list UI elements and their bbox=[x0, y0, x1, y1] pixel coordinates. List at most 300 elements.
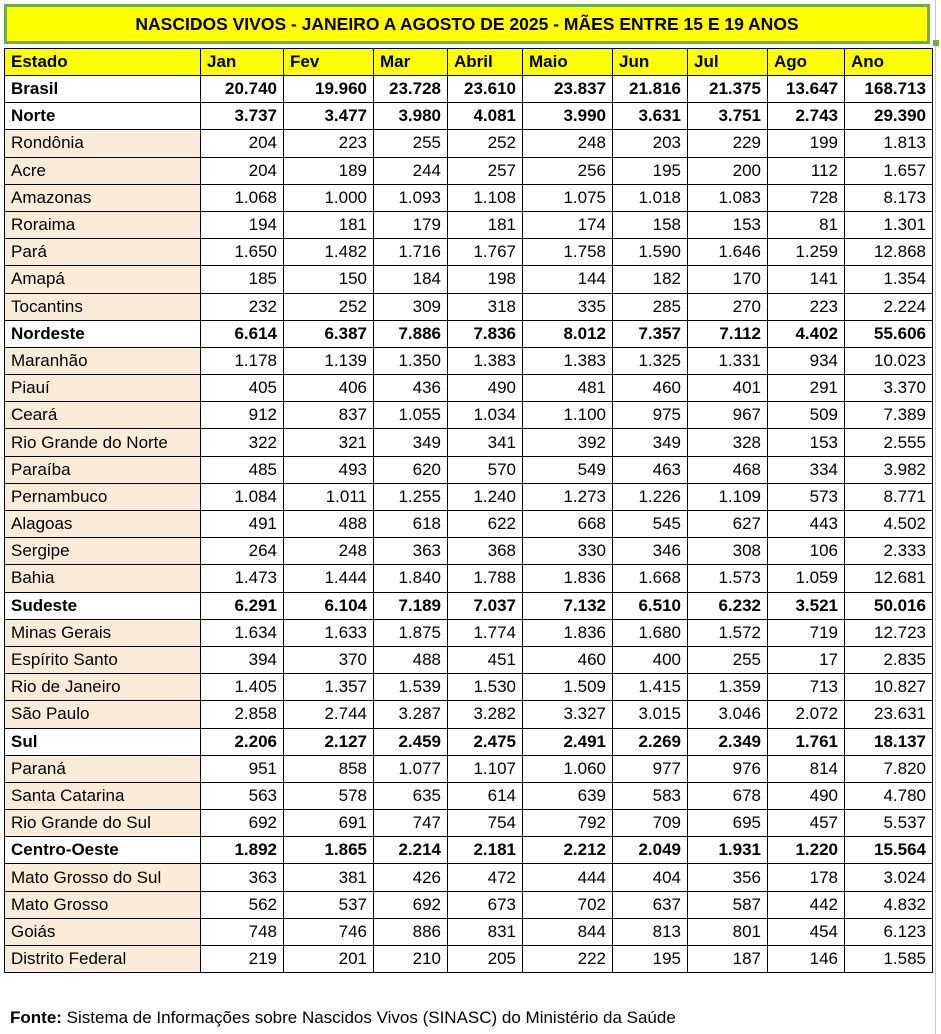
value-cell[interactable]: 678 bbox=[688, 782, 768, 809]
value-cell[interactable]: 6.123 bbox=[845, 918, 933, 945]
value-cell[interactable]: 2.049 bbox=[613, 837, 688, 864]
value-cell[interactable]: 1.590 bbox=[613, 239, 688, 266]
value-cell[interactable]: 2.212 bbox=[523, 837, 613, 864]
value-cell[interactable]: 12.868 bbox=[845, 239, 933, 266]
state-name-cell[interactable]: Maranhão bbox=[5, 347, 201, 374]
value-cell[interactable]: 4.502 bbox=[845, 511, 933, 538]
value-cell[interactable]: 4.832 bbox=[845, 891, 933, 918]
value-cell[interactable]: 1.018 bbox=[613, 184, 688, 211]
value-cell[interactable]: 6.291 bbox=[201, 592, 284, 619]
value-cell[interactable]: 270 bbox=[688, 293, 768, 320]
value-cell[interactable]: 10.023 bbox=[845, 347, 933, 374]
value-cell[interactable]: 12.681 bbox=[845, 565, 933, 592]
column-header[interactable]: Jan bbox=[201, 49, 284, 76]
value-cell[interactable]: 976 bbox=[688, 755, 768, 782]
value-cell[interactable]: 570 bbox=[448, 456, 523, 483]
state-name-cell[interactable]: Paraná bbox=[5, 755, 201, 782]
column-header[interactable]: Mar bbox=[374, 49, 448, 76]
state-name-cell[interactable]: Rio de Janeiro bbox=[5, 674, 201, 701]
state-name-cell[interactable]: Sul bbox=[5, 728, 201, 755]
value-cell[interactable]: 7.886 bbox=[374, 320, 448, 347]
value-cell[interactable]: 232 bbox=[201, 293, 284, 320]
value-cell[interactable]: 1.573 bbox=[688, 565, 768, 592]
value-cell[interactable]: 15.564 bbox=[845, 837, 933, 864]
value-cell[interactable]: 2.835 bbox=[845, 646, 933, 673]
state-name-cell[interactable]: Pernambuco bbox=[5, 483, 201, 510]
value-cell[interactable]: 381 bbox=[284, 864, 374, 891]
value-cell[interactable]: 363 bbox=[374, 538, 448, 565]
value-cell[interactable]: 1.034 bbox=[448, 402, 523, 429]
value-cell[interactable]: 1.892 bbox=[201, 837, 284, 864]
value-cell[interactable]: 12.723 bbox=[845, 619, 933, 646]
value-cell[interactable]: 1.226 bbox=[613, 483, 688, 510]
value-cell[interactable]: 1.359 bbox=[688, 674, 768, 701]
value-cell[interactable]: 1.774 bbox=[448, 619, 523, 646]
value-cell[interactable]: 1.059 bbox=[768, 565, 845, 592]
value-cell[interactable]: 463 bbox=[613, 456, 688, 483]
value-cell[interactable]: 748 bbox=[201, 918, 284, 945]
value-cell[interactable]: 1.093 bbox=[374, 184, 448, 211]
value-cell[interactable]: 7.357 bbox=[613, 320, 688, 347]
value-cell[interactable]: 8.012 bbox=[523, 320, 613, 347]
value-cell[interactable]: 2.181 bbox=[448, 837, 523, 864]
selection-handle[interactable] bbox=[933, 40, 939, 46]
value-cell[interactable]: 210 bbox=[374, 946, 448, 973]
value-cell[interactable]: 195 bbox=[613, 157, 688, 184]
value-cell[interactable]: 248 bbox=[284, 538, 374, 565]
value-cell[interactable]: 747 bbox=[374, 810, 448, 837]
value-cell[interactable]: 23.631 bbox=[845, 701, 933, 728]
value-cell[interactable]: 977 bbox=[613, 755, 688, 782]
value-cell[interactable]: 3.477 bbox=[284, 103, 374, 130]
value-cell[interactable]: 967 bbox=[688, 402, 768, 429]
state-name-cell[interactable]: Mato Grosso bbox=[5, 891, 201, 918]
value-cell[interactable]: 460 bbox=[613, 375, 688, 402]
value-cell[interactable]: 349 bbox=[613, 429, 688, 456]
value-cell[interactable]: 2.214 bbox=[374, 837, 448, 864]
value-cell[interactable]: 2.206 bbox=[201, 728, 284, 755]
value-cell[interactable]: 244 bbox=[374, 157, 448, 184]
state-name-cell[interactable]: Distrito Federal bbox=[5, 946, 201, 973]
value-cell[interactable]: 831 bbox=[448, 918, 523, 945]
value-cell[interactable]: 549 bbox=[523, 456, 613, 483]
value-cell[interactable]: 2.459 bbox=[374, 728, 448, 755]
value-cell[interactable]: 3.990 bbox=[523, 103, 613, 130]
value-cell[interactable]: 622 bbox=[448, 511, 523, 538]
value-cell[interactable]: 112 bbox=[768, 157, 845, 184]
value-cell[interactable]: 13.647 bbox=[768, 76, 845, 103]
value-cell[interactable]: 692 bbox=[374, 891, 448, 918]
value-cell[interactable]: 472 bbox=[448, 864, 523, 891]
value-cell[interactable]: 1.075 bbox=[523, 184, 613, 211]
value-cell[interactable]: 1.108 bbox=[448, 184, 523, 211]
value-cell[interactable]: 205 bbox=[448, 946, 523, 973]
value-cell[interactable]: 975 bbox=[613, 402, 688, 429]
value-cell[interactable]: 1.273 bbox=[523, 483, 613, 510]
value-cell[interactable]: 1.000 bbox=[284, 184, 374, 211]
value-cell[interactable]: 426 bbox=[374, 864, 448, 891]
value-cell[interactable]: 3.631 bbox=[613, 103, 688, 130]
value-cell[interactable]: 627 bbox=[688, 511, 768, 538]
value-cell[interactable]: 7.389 bbox=[845, 402, 933, 429]
value-cell[interactable]: 587 bbox=[688, 891, 768, 918]
value-cell[interactable]: 181 bbox=[284, 211, 374, 238]
value-cell[interactable]: 7.037 bbox=[448, 592, 523, 619]
value-cell[interactable]: 702 bbox=[523, 891, 613, 918]
value-cell[interactable]: 394 bbox=[201, 646, 284, 673]
value-cell[interactable]: 256 bbox=[523, 157, 613, 184]
value-cell[interactable]: 1.083 bbox=[688, 184, 768, 211]
value-cell[interactable]: 392 bbox=[523, 429, 613, 456]
value-cell[interactable]: 144 bbox=[523, 266, 613, 293]
value-cell[interactable]: 187 bbox=[688, 946, 768, 973]
value-cell[interactable]: 6.232 bbox=[688, 592, 768, 619]
value-cell[interactable]: 814 bbox=[768, 755, 845, 782]
value-cell[interactable]: 223 bbox=[284, 130, 374, 157]
value-cell[interactable]: 837 bbox=[284, 402, 374, 429]
column-header[interactable]: Abril bbox=[448, 49, 523, 76]
value-cell[interactable]: 2.224 bbox=[845, 293, 933, 320]
value-cell[interactable]: 252 bbox=[448, 130, 523, 157]
value-cell[interactable]: 29.390 bbox=[845, 103, 933, 130]
value-cell[interactable]: 174 bbox=[523, 211, 613, 238]
value-cell[interactable]: 1.259 bbox=[768, 239, 845, 266]
value-cell[interactable]: 2.349 bbox=[688, 728, 768, 755]
value-cell[interactable]: 309 bbox=[374, 293, 448, 320]
state-name-cell[interactable]: Bahia bbox=[5, 565, 201, 592]
value-cell[interactable]: 170 bbox=[688, 266, 768, 293]
state-name-cell[interactable]: Rio Grande do Sul bbox=[5, 810, 201, 837]
value-cell[interactable]: 1.354 bbox=[845, 266, 933, 293]
value-cell[interactable]: 951 bbox=[201, 755, 284, 782]
value-cell[interactable]: 3.327 bbox=[523, 701, 613, 728]
state-name-cell[interactable]: Ceará bbox=[5, 402, 201, 429]
value-cell[interactable]: 255 bbox=[688, 646, 768, 673]
value-cell[interactable]: 285 bbox=[613, 293, 688, 320]
column-header[interactable]: Maio bbox=[523, 49, 613, 76]
value-cell[interactable]: 1.482 bbox=[284, 239, 374, 266]
value-cell[interactable]: 7.112 bbox=[688, 320, 768, 347]
value-cell[interactable]: 1.836 bbox=[523, 619, 613, 646]
value-cell[interactable]: 1.011 bbox=[284, 483, 374, 510]
value-cell[interactable]: 23.610 bbox=[448, 76, 523, 103]
value-cell[interactable]: 618 bbox=[374, 511, 448, 538]
value-cell[interactable]: 19.960 bbox=[284, 76, 374, 103]
value-cell[interactable]: 106 bbox=[768, 538, 845, 565]
value-cell[interactable]: 291 bbox=[768, 375, 845, 402]
value-cell[interactable]: 1.646 bbox=[688, 239, 768, 266]
value-cell[interactable]: 2.858 bbox=[201, 701, 284, 728]
value-cell[interactable]: 1.383 bbox=[523, 347, 613, 374]
value-cell[interactable]: 2.072 bbox=[768, 701, 845, 728]
value-cell[interactable]: 451 bbox=[448, 646, 523, 673]
value-cell[interactable]: 1.633 bbox=[284, 619, 374, 646]
value-cell[interactable]: 1.405 bbox=[201, 674, 284, 701]
value-cell[interactable]: 934 bbox=[768, 347, 845, 374]
value-cell[interactable]: 3.737 bbox=[201, 103, 284, 130]
value-cell[interactable]: 844 bbox=[523, 918, 613, 945]
state-name-cell[interactable]: Espírito Santo bbox=[5, 646, 201, 673]
value-cell[interactable]: 563 bbox=[201, 782, 284, 809]
value-cell[interactable]: 346 bbox=[613, 538, 688, 565]
value-cell[interactable]: 1.068 bbox=[201, 184, 284, 211]
state-name-cell[interactable]: Norte bbox=[5, 103, 201, 130]
state-name-cell[interactable]: Santa Catarina bbox=[5, 782, 201, 809]
value-cell[interactable]: 201 bbox=[284, 946, 374, 973]
value-cell[interactable]: 1.107 bbox=[448, 755, 523, 782]
value-cell[interactable]: 356 bbox=[688, 864, 768, 891]
value-cell[interactable]: 639 bbox=[523, 782, 613, 809]
value-cell[interactable]: 349 bbox=[374, 429, 448, 456]
value-cell[interactable]: 308 bbox=[688, 538, 768, 565]
value-cell[interactable]: 200 bbox=[688, 157, 768, 184]
value-cell[interactable]: 485 bbox=[201, 456, 284, 483]
value-cell[interactable]: 204 bbox=[201, 130, 284, 157]
value-cell[interactable]: 153 bbox=[688, 211, 768, 238]
value-cell[interactable]: 184 bbox=[374, 266, 448, 293]
state-name-cell[interactable]: Rondônia bbox=[5, 130, 201, 157]
value-cell[interactable]: 583 bbox=[613, 782, 688, 809]
value-cell[interactable]: 2.744 bbox=[284, 701, 374, 728]
value-cell[interactable]: 252 bbox=[284, 293, 374, 320]
value-cell[interactable]: 691 bbox=[284, 810, 374, 837]
value-cell[interactable]: 1.657 bbox=[845, 157, 933, 184]
column-header[interactable]: Fev bbox=[284, 49, 374, 76]
state-name-cell[interactable]: Minas Gerais bbox=[5, 619, 201, 646]
value-cell[interactable]: 1.077 bbox=[374, 755, 448, 782]
value-cell[interactable]: 4.081 bbox=[448, 103, 523, 130]
column-header[interactable]: Jun bbox=[613, 49, 688, 76]
value-cell[interactable]: 181 bbox=[448, 211, 523, 238]
value-cell[interactable]: 454 bbox=[768, 918, 845, 945]
value-cell[interactable]: 194 bbox=[201, 211, 284, 238]
value-cell[interactable]: 2.491 bbox=[523, 728, 613, 755]
value-cell[interactable]: 460 bbox=[523, 646, 613, 673]
value-cell[interactable]: 792 bbox=[523, 810, 613, 837]
value-cell[interactable]: 2.127 bbox=[284, 728, 374, 755]
value-cell[interactable]: 20.740 bbox=[201, 76, 284, 103]
value-cell[interactable]: 728 bbox=[768, 184, 845, 211]
value-cell[interactable]: 493 bbox=[284, 456, 374, 483]
value-cell[interactable]: 8.771 bbox=[845, 483, 933, 510]
value-cell[interactable]: 223 bbox=[768, 293, 845, 320]
value-cell[interactable]: 1.139 bbox=[284, 347, 374, 374]
value-cell[interactable]: 912 bbox=[201, 402, 284, 429]
value-cell[interactable]: 491 bbox=[201, 511, 284, 538]
value-cell[interactable]: 2.475 bbox=[448, 728, 523, 755]
value-cell[interactable]: 18.137 bbox=[845, 728, 933, 755]
value-cell[interactable]: 2.555 bbox=[845, 429, 933, 456]
value-cell[interactable]: 3.980 bbox=[374, 103, 448, 130]
value-cell[interactable]: 330 bbox=[523, 538, 613, 565]
value-cell[interactable]: 1.758 bbox=[523, 239, 613, 266]
state-name-cell[interactable]: Nordeste bbox=[5, 320, 201, 347]
value-cell[interactable]: 5.537 bbox=[845, 810, 933, 837]
title-cell[interactable] bbox=[4, 4, 930, 44]
state-name-cell[interactable]: Brasil bbox=[5, 76, 201, 103]
value-cell[interactable]: 3.046 bbox=[688, 701, 768, 728]
value-cell[interactable]: 1.634 bbox=[201, 619, 284, 646]
value-cell[interactable]: 490 bbox=[448, 375, 523, 402]
value-cell[interactable]: 321 bbox=[284, 429, 374, 456]
state-name-cell[interactable]: Roraima bbox=[5, 211, 201, 238]
value-cell[interactable]: 17 bbox=[768, 646, 845, 673]
value-cell[interactable]: 1.055 bbox=[374, 402, 448, 429]
value-cell[interactable]: 442 bbox=[768, 891, 845, 918]
value-cell[interactable]: 55.606 bbox=[845, 320, 933, 347]
value-cell[interactable]: 204 bbox=[201, 157, 284, 184]
value-cell[interactable]: 2.333 bbox=[845, 538, 933, 565]
value-cell[interactable]: 203 bbox=[613, 130, 688, 157]
value-cell[interactable]: 481 bbox=[523, 375, 613, 402]
value-cell[interactable]: 468 bbox=[688, 456, 768, 483]
value-cell[interactable]: 405 bbox=[201, 375, 284, 402]
value-cell[interactable]: 3.521 bbox=[768, 592, 845, 619]
state-name-cell[interactable]: Paraíba bbox=[5, 456, 201, 483]
value-cell[interactable]: 219 bbox=[201, 946, 284, 973]
value-cell[interactable]: 637 bbox=[613, 891, 688, 918]
value-cell[interactable]: 1.509 bbox=[523, 674, 613, 701]
value-cell[interactable]: 7.189 bbox=[374, 592, 448, 619]
column-header[interactable]: Ago bbox=[768, 49, 845, 76]
value-cell[interactable]: 21.816 bbox=[613, 76, 688, 103]
value-cell[interactable]: 1.840 bbox=[374, 565, 448, 592]
value-cell[interactable]: 719 bbox=[768, 619, 845, 646]
value-cell[interactable]: 335 bbox=[523, 293, 613, 320]
value-cell[interactable]: 490 bbox=[768, 782, 845, 809]
value-cell[interactable]: 1.109 bbox=[688, 483, 768, 510]
value-cell[interactable]: 444 bbox=[523, 864, 613, 891]
value-cell[interactable]: 1.473 bbox=[201, 565, 284, 592]
value-cell[interactable]: 1.585 bbox=[845, 946, 933, 973]
value-cell[interactable]: 4.780 bbox=[845, 782, 933, 809]
value-cell[interactable]: 1.650 bbox=[201, 239, 284, 266]
value-cell[interactable]: 673 bbox=[448, 891, 523, 918]
value-cell[interactable]: 3.751 bbox=[688, 103, 768, 130]
value-cell[interactable]: 1.178 bbox=[201, 347, 284, 374]
value-cell[interactable]: 3.982 bbox=[845, 456, 933, 483]
value-cell[interactable]: 713 bbox=[768, 674, 845, 701]
value-cell[interactable]: 488 bbox=[284, 511, 374, 538]
value-cell[interactable]: 1.836 bbox=[523, 565, 613, 592]
column-header[interactable]: Estado bbox=[5, 49, 201, 76]
state-name-cell[interactable]: Goiás bbox=[5, 918, 201, 945]
value-cell[interactable]: 3.287 bbox=[374, 701, 448, 728]
value-cell[interactable]: 3.282 bbox=[448, 701, 523, 728]
value-cell[interactable]: 813 bbox=[613, 918, 688, 945]
value-cell[interactable]: 185 bbox=[201, 266, 284, 293]
value-cell[interactable]: 801 bbox=[688, 918, 768, 945]
value-cell[interactable]: 141 bbox=[768, 266, 845, 293]
value-cell[interactable]: 199 bbox=[768, 130, 845, 157]
value-cell[interactable]: 322 bbox=[201, 429, 284, 456]
value-cell[interactable]: 179 bbox=[374, 211, 448, 238]
value-cell[interactable]: 2.743 bbox=[768, 103, 845, 130]
value-cell[interactable]: 1.415 bbox=[613, 674, 688, 701]
value-cell[interactable]: 23.837 bbox=[523, 76, 613, 103]
value-cell[interactable]: 168.713 bbox=[845, 76, 933, 103]
value-cell[interactable]: 488 bbox=[374, 646, 448, 673]
state-name-cell[interactable]: Mato Grosso do Sul bbox=[5, 864, 201, 891]
value-cell[interactable]: 370 bbox=[284, 646, 374, 673]
value-cell[interactable]: 400 bbox=[613, 646, 688, 673]
state-name-cell[interactable]: Amazonas bbox=[5, 184, 201, 211]
value-cell[interactable]: 746 bbox=[284, 918, 374, 945]
value-cell[interactable]: 858 bbox=[284, 755, 374, 782]
value-cell[interactable]: 198 bbox=[448, 266, 523, 293]
value-cell[interactable]: 3.024 bbox=[845, 864, 933, 891]
value-cell[interactable]: 153 bbox=[768, 429, 845, 456]
state-name-cell[interactable]: Amapá bbox=[5, 266, 201, 293]
state-name-cell[interactable]: Rio Grande do Norte bbox=[5, 429, 201, 456]
value-cell[interactable]: 178 bbox=[768, 864, 845, 891]
value-cell[interactable]: 146 bbox=[768, 946, 845, 973]
value-cell[interactable]: 635 bbox=[374, 782, 448, 809]
value-cell[interactable]: 436 bbox=[374, 375, 448, 402]
value-cell[interactable]: 1.680 bbox=[613, 619, 688, 646]
value-cell[interactable]: 537 bbox=[284, 891, 374, 918]
value-cell[interactable]: 368 bbox=[448, 538, 523, 565]
value-cell[interactable]: 1.444 bbox=[284, 565, 374, 592]
value-cell[interactable]: 334 bbox=[768, 456, 845, 483]
value-cell[interactable]: 1.325 bbox=[613, 347, 688, 374]
value-cell[interactable]: 10.827 bbox=[845, 674, 933, 701]
value-cell[interactable]: 1.931 bbox=[688, 837, 768, 864]
value-cell[interactable]: 189 bbox=[284, 157, 374, 184]
value-cell[interactable]: 1.240 bbox=[448, 483, 523, 510]
value-cell[interactable]: 1.060 bbox=[523, 755, 613, 782]
value-cell[interactable]: 401 bbox=[688, 375, 768, 402]
value-cell[interactable]: 1.220 bbox=[768, 837, 845, 864]
state-name-cell[interactable]: São Paulo bbox=[5, 701, 201, 728]
value-cell[interactable]: 404 bbox=[613, 864, 688, 891]
value-cell[interactable]: 1.539 bbox=[374, 674, 448, 701]
value-cell[interactable]: 8.173 bbox=[845, 184, 933, 211]
state-name-cell[interactable]: Sergipe bbox=[5, 538, 201, 565]
value-cell[interactable]: 7.820 bbox=[845, 755, 933, 782]
value-cell[interactable]: 668 bbox=[523, 511, 613, 538]
value-cell[interactable]: 1.767 bbox=[448, 239, 523, 266]
value-cell[interactable]: 6.387 bbox=[284, 320, 374, 347]
value-cell[interactable]: 1.100 bbox=[523, 402, 613, 429]
value-cell[interactable]: 573 bbox=[768, 483, 845, 510]
value-cell[interactable]: 545 bbox=[613, 511, 688, 538]
value-cell[interactable]: 709 bbox=[613, 810, 688, 837]
value-cell[interactable]: 1.572 bbox=[688, 619, 768, 646]
value-cell[interactable]: 1.255 bbox=[374, 483, 448, 510]
value-cell[interactable]: 341 bbox=[448, 429, 523, 456]
value-cell[interactable]: 222 bbox=[523, 946, 613, 973]
value-cell[interactable]: 255 bbox=[374, 130, 448, 157]
value-cell[interactable]: 3.370 bbox=[845, 375, 933, 402]
value-cell[interactable]: 1.530 bbox=[448, 674, 523, 701]
value-cell[interactable]: 1.668 bbox=[613, 565, 688, 592]
column-header[interactable]: Jul bbox=[688, 49, 768, 76]
value-cell[interactable]: 457 bbox=[768, 810, 845, 837]
value-cell[interactable]: 3.015 bbox=[613, 701, 688, 728]
value-cell[interactable]: 1.357 bbox=[284, 674, 374, 701]
value-cell[interactable]: 21.375 bbox=[688, 76, 768, 103]
value-cell[interactable]: 754 bbox=[448, 810, 523, 837]
state-name-cell[interactable]: Tocantins bbox=[5, 293, 201, 320]
value-cell[interactable]: 406 bbox=[284, 375, 374, 402]
value-cell[interactable]: 150 bbox=[284, 266, 374, 293]
value-cell[interactable]: 23.728 bbox=[374, 76, 448, 103]
value-cell[interactable]: 6.510 bbox=[613, 592, 688, 619]
value-cell[interactable]: 158 bbox=[613, 211, 688, 238]
column-header[interactable]: Ano bbox=[845, 49, 933, 76]
value-cell[interactable]: 578 bbox=[284, 782, 374, 809]
